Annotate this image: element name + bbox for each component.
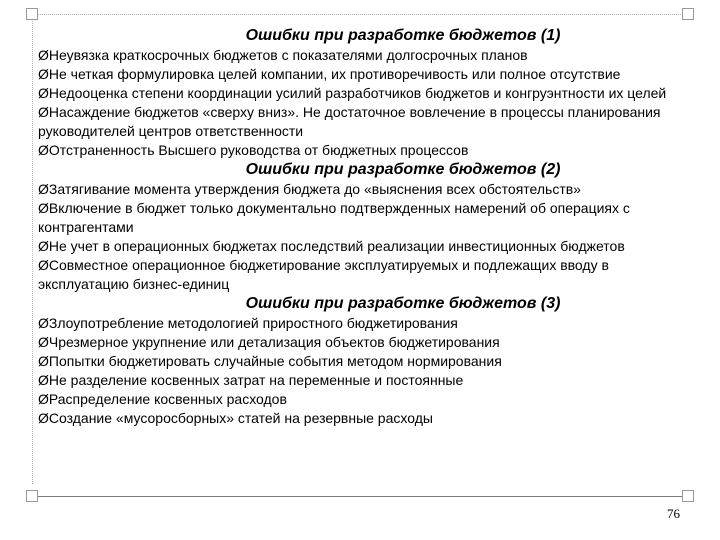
list-item-text: Включение в бюджет только документально подтвержденных намерений об операциях с контрагентами <box>38 200 630 235</box>
bullet-arrow-icon: Ø <box>38 353 49 369</box>
bullet-arrow-icon: Ø <box>38 181 49 197</box>
list-item-text: Распределение косвенных расходов <box>48 391 287 407</box>
list-item-text: Недооценка степени координации усилий разработчиков бюджетов и конгруэнтности их целей <box>48 85 667 101</box>
bullet-arrow-icon: Ø <box>38 66 49 82</box>
list-item <box>38 390 688 409</box>
bullet-arrow-icon: Ø <box>38 200 49 216</box>
list-item <box>38 409 688 428</box>
list-item-text: Совместное операционное бюджетирование эксплуатируемых и подлежащих вводу в эксплуатацию бизнес-единиц <box>38 257 609 292</box>
bullet-arrow-icon: Ø <box>38 257 49 273</box>
slide-content <box>38 26 688 428</box>
frame-top-border <box>32 14 687 15</box>
list-item <box>38 46 688 65</box>
list-item-text: Создание «мусоросборных» статей на резервные расходы <box>48 410 433 426</box>
frame-bottom-border <box>32 496 687 497</box>
list-item-text: Чрезмерное укрупнение или детализация объектов бюджетирования <box>48 334 500 350</box>
list-item-text: Отстраненность Высшего руководства от бюджетных процессов <box>48 142 469 158</box>
section-1 <box>38 26 688 160</box>
bullet-arrow-icon: Ø <box>38 391 49 407</box>
list-item-text: Не учет в операционных бюджетах последствий реализации инвестиционных бюджетов <box>48 238 625 254</box>
corner-mark-top-right <box>682 8 694 20</box>
section-2 <box>38 160 688 294</box>
list-item <box>38 333 688 352</box>
frame-left-border <box>32 14 33 484</box>
bullet-arrow-icon: Ø <box>38 85 49 101</box>
list-item <box>38 103 688 141</box>
section-1-title: Ошибки при разработке бюджетов (1) <box>245 27 561 44</box>
list-item-text: Злоупотребление методологией приростного бюджетирования <box>48 315 458 331</box>
list-item <box>38 256 688 294</box>
list-item-text: Не разделение косвенных затрат на переменные и постоянные <box>48 372 464 388</box>
corner-mark-top-left <box>26 8 38 20</box>
list-item <box>38 314 688 333</box>
list-item <box>38 371 688 390</box>
bullet-arrow-icon: Ø <box>38 372 49 388</box>
list-item-text: Насаждение бюджетов «сверху вниз». Не достаточное вовлечение в процессы планирования руководителей центров ответственности <box>38 104 661 139</box>
section-3 <box>38 294 688 428</box>
bullet-arrow-icon: Ø <box>38 104 49 120</box>
section-3-title: Ошибки при разработке бюджетов (3) <box>245 295 561 312</box>
corner-mark-bottom-right <box>682 490 694 502</box>
list-item <box>38 237 688 256</box>
bullet-arrow-icon: Ø <box>38 142 49 158</box>
list-item-text: Попытки бюджетировать случайные события методом нормирования <box>48 353 502 369</box>
bullet-arrow-icon: Ø <box>38 410 49 426</box>
list-item <box>38 141 688 160</box>
bullet-arrow-icon: Ø <box>38 238 49 254</box>
bullet-arrow-icon: Ø <box>38 47 49 63</box>
page-number: 76 <box>667 506 680 521</box>
bullet-arrow-icon: Ø <box>38 315 49 331</box>
list-item-text: Затягивание момента утверждения бюджета до «выяснения всех обстоятельств» <box>48 181 581 197</box>
section-2-title: Ошибки при разработке бюджетов (2) <box>245 161 561 178</box>
list-item-text: Не четкая формулировка целей компании, их противоречивость или полное отсутствие <box>48 66 621 82</box>
list-item <box>38 180 688 199</box>
list-item-text: Неувязка краткосрочных бюджетов с показателями долгосрочных планов <box>48 47 528 63</box>
list-item <box>38 199 688 237</box>
list-item <box>38 352 688 371</box>
corner-mark-bottom-left <box>26 490 38 502</box>
list-item <box>38 84 688 103</box>
list-item <box>38 65 688 84</box>
bullet-arrow-icon: Ø <box>38 334 49 350</box>
